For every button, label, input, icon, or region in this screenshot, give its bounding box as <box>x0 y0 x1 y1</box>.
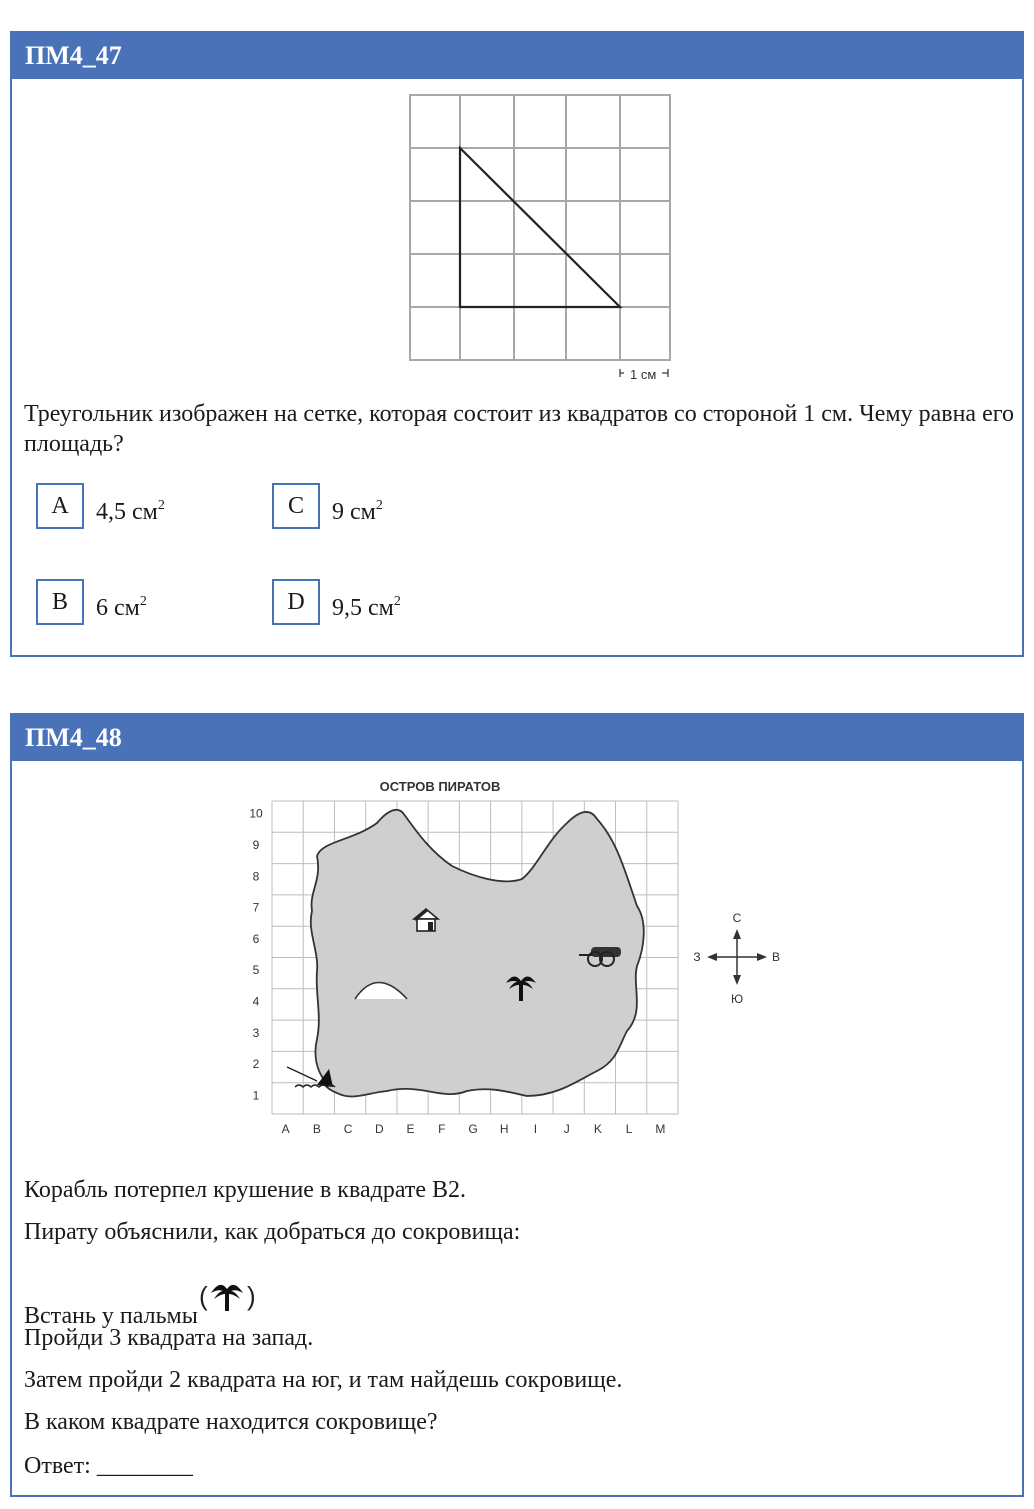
option-d-text: 9,5 см <box>332 595 394 621</box>
option-c-value <box>332 483 383 535</box>
compass-icon <box>693 911 780 1006</box>
svg-text:): ) <box>246 1281 256 1311</box>
option-a-text: 4,5 см <box>96 499 158 525</box>
column-label: L <box>625 1122 633 1136</box>
text-line-west: Пройди 3 квадрата на запад. <box>24 1325 314 1351</box>
row-label: 10 <box>249 806 263 821</box>
option-c-text: 9 см <box>332 499 376 525</box>
column-label: A <box>281 1122 290 1136</box>
question-text: Треугольник изображен на сетке, которая состоит из квадратов со стороной 1 см. Чему равна его площадь? <box>24 401 1014 457</box>
text-line-south: Затем пройди 2 квадрата на юг, и там найдешь сокровище. <box>24 1367 623 1393</box>
option-d-letter[interactable]: D <box>272 579 320 625</box>
svg-text:(: ( <box>198 1281 208 1311</box>
text-line-question: В каком квадрате находится сокровище? <box>24 1409 438 1435</box>
option-b-text: 6 см <box>96 595 140 621</box>
text-line-shipwreck: Корабль потерпел крушение в квадрате B2. <box>24 1177 467 1203</box>
row-label: 5 <box>252 963 260 978</box>
task-card-2 <box>10 713 1024 1497</box>
column-label: E <box>406 1122 415 1136</box>
scale-label: 1 см <box>630 367 657 382</box>
option-a-value <box>96 483 165 535</box>
compass-west: З <box>693 950 701 964</box>
row-label: 4 <box>252 994 260 1009</box>
option-b-letter[interactable]: B <box>36 579 84 625</box>
palm-instruction-text: Встань у пальмы <box>24 1303 198 1329</box>
pirate-island-map <box>227 771 807 1141</box>
column-label: I <box>533 1122 538 1136</box>
column-label: K <box>593 1122 602 1136</box>
row-label: 7 <box>252 900 260 915</box>
column-label: F <box>438 1122 446 1136</box>
column-label: B <box>312 1122 321 1136</box>
task-card-1 <box>10 31 1024 657</box>
option-b-value <box>96 579 147 631</box>
map-title: ОСТРОВ ПИРАТОВ <box>379 779 501 794</box>
column-label: D <box>374 1122 384 1136</box>
column-label: C <box>343 1122 353 1136</box>
row-label: 9 <box>252 837 260 852</box>
option-d-value <box>332 579 401 631</box>
option-a-letter[interactable]: A <box>36 483 84 529</box>
option-d-exponent: 2 <box>393 594 401 609</box>
option-c-exponent: 2 <box>375 498 383 513</box>
option-b-exponent: 2 <box>139 594 147 609</box>
option-a-exponent: 2 <box>157 498 165 513</box>
palm-icon <box>199 1279 257 1319</box>
triangle-shape <box>460 148 620 307</box>
triangle-grid-figure <box>408 93 678 393</box>
column-label: G <box>468 1122 478 1136</box>
row-label: 3 <box>252 1025 260 1040</box>
answer-field[interactable]: Ответ: ________ <box>24 1453 193 1479</box>
column-label: J <box>563 1122 570 1136</box>
task-id-header: ПМ4_48 <box>12 715 1022 761</box>
row-label: 8 <box>252 869 260 884</box>
task-id-header: ПМ4_47 <box>12 33 1022 79</box>
option-c-letter[interactable]: C <box>272 483 320 529</box>
compass-south: Ю <box>730 992 744 1006</box>
compass-north: С <box>732 911 742 925</box>
text-line-instructions: Пирату объяснили, как добраться до сокровища: <box>24 1219 521 1245</box>
row-label: 6 <box>252 931 260 946</box>
column-label: H <box>499 1122 509 1136</box>
column-label: M <box>655 1122 666 1136</box>
row-label: 2 <box>252 1057 260 1072</box>
compass-east: В <box>771 950 781 964</box>
row-label: 1 <box>252 1088 260 1103</box>
